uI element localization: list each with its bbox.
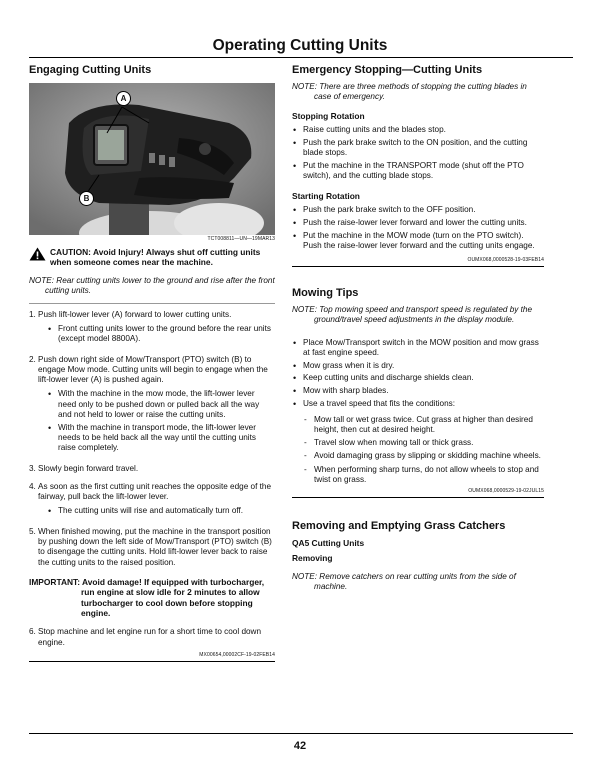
control-console-photo (29, 83, 275, 235)
list-item: • Keep cutting units and discharge shields clean. (292, 373, 544, 383)
callout-b: B (79, 191, 94, 206)
callout-a: A (116, 91, 131, 106)
header-rule (29, 57, 573, 58)
step-4-bullets (38, 506, 275, 516)
footer-rule (29, 733, 573, 734)
removing-heading: Removing (292, 553, 333, 564)
step-4: 4. As soon as the first cutting unit reaches the opposite edge of the fairway, pull back the lift-lower lever. • The cutting units will rise and automatically turn off. (29, 482, 275, 519)
emergency-ref-code: OUMX068,0000528-19-03FEB14 (467, 257, 544, 264)
warning-triangle-icon (29, 247, 46, 268)
caution-block (29, 247, 275, 268)
mowing-tips-heading: Mowing Tips (292, 287, 359, 300)
starting-rotation-heading: Starting Rotation (292, 191, 360, 202)
left-column (29, 64, 275, 662)
mowing-end-rule (292, 497, 544, 498)
left-end-rule (29, 661, 275, 662)
step-3: 3. Slowly begin forward travel. (29, 463, 139, 473)
step-5: 5. When finished mowing, put the machine in the transport position by pushing down the left side of Mow/Transport (PTO) switch (B) to disengage the cutting units. Hold lift-lower lever back to raise the cutting units to the raised position. (29, 526, 272, 567)
page-title: Operating Cutting Units (212, 37, 388, 54)
list-item: - Mow tall or wet grass twice. Cut grass at higher than desired height, then cut at desired height. (302, 415, 544, 435)
starting-rotation-list (292, 205, 544, 251)
page-number: 42 (293, 740, 307, 752)
mowing-ref-code: OUMX068,0000529-19-02JUL15 (468, 488, 544, 495)
list-item: • Push the park brake switch to the ON position, and the cutting blade stops. (292, 138, 544, 158)
step-1-text: Push lift-lower lever (A) forward to lower cutting units. (38, 309, 232, 319)
important-block: IMPORTANT: Avoid damage! If equipped with turbocharger, run engine at slow idle for 2 minutes to allow turbocharger to cool down before stopping engine. (29, 576, 265, 618)
mowing-tips-list (292, 338, 544, 409)
list-item: - Avoid damaging grass by slipping or skidding machine wheels. (302, 451, 544, 461)
list-item: - Travel slow when mowing tall or thick grass. (302, 438, 544, 448)
list-item: • With the machine in transport mode, the lift-lower lever needs to be held back all the way until the cutting units raise completely. (47, 423, 275, 454)
list-item: • Raise cutting units and the blades stop. (292, 125, 544, 135)
step-2: 2. Push down right side of Mow/Transport (PTO) switch (B) to engage Mow mode. Cutting units will begin to engage when the lift-lower lever (A) is pushed again. • With the machine in the mow mode, the lift-lower lever need only to be pushed down or pulled back all the way and not held to lower or raise the cutting units. • With the machine in transport mode, the lift-lower lever needs to be held back all the way until the cutting units raise completely. (29, 355, 275, 456)
grass-catchers-heading: Removing and Emptying Grass Catchers (292, 520, 506, 533)
step-3-text: Slowly begin forward travel. (38, 463, 139, 473)
list-item: • The cutting units will rise and automatically turn off. (47, 506, 275, 516)
step-6-text: Stop machine and let engine run for a short time to cool down engine. (38, 627, 262, 647)
stopping-rotation-list (292, 125, 544, 181)
emergency-note: NOTE: There are three methods of stopping the cutting blades in case of emergency. (292, 82, 527, 102)
figure-code: TCT008811—UN—19MAR13 (207, 236, 275, 242)
step-1-bullets (38, 324, 275, 344)
list-item: • Mow grass when it is dry. (292, 361, 544, 371)
step-2-text: Push down right side of Mow/Transport (PTO) switch (B) to engage Mow mode. Cutting units will begin to engage when the lift-lower lever (A) is pushed again. (38, 354, 268, 385)
list-item: • Put the machine in the TRANSPORT mode (shut off the PTO switch), and the cutting blade stops. (292, 161, 544, 181)
step-6: 6. Stop machine and let engine run for a short time to cool down engine. (29, 627, 262, 647)
engaging-heading: Engaging Cutting Units (29, 64, 152, 76)
qa5-heading: QA5 Cutting Units (292, 538, 365, 549)
right-column (292, 64, 544, 592)
step-5-text: When finished mowing, put the machine in the transport position by pushing down the left side of Mow/Transport (PTO) switch (B) to disengage the cutting units. Hold lift-lower lever back to raise the cutting units to the raised position. (38, 526, 272, 567)
mowing-note: NOTE: Top mowing speed and transport speed is regulated by the ground/travel speed adjustments in the display module. (292, 305, 533, 325)
step-1: 1. Push lift-lower lever (A) forward to lower cutting units. • Front cutting units lower to the ground before the rear units (except model 8800A). (29, 310, 275, 347)
step-4-text: As soon as the first cutting unit reaches the opposite edge of the fairway, pull back the lift-lower lever. (38, 481, 272, 502)
caution-text: CAUTION: Avoid Injury! Always shut off cutting units when someone comes near the machine. (50, 247, 261, 268)
rear-units-note: NOTE: Rear cutting units lower to the ground and rise after the front cutting units. (29, 275, 275, 296)
emergency-heading: Emergency Stopping—Cutting Units (292, 64, 483, 76)
list-item: • Mow with sharp blades. (292, 386, 544, 396)
emergency-end-rule (292, 266, 544, 267)
list-item: • Push the raise-lower lever forward and lower the cutting units. (292, 218, 544, 228)
list-item: • Use a travel speed that fits the conditions: (292, 399, 544, 409)
list-item: • Place Mow/Transport switch in the MOW position and mow grass at fast engine speed. (292, 338, 544, 358)
list-item: • Put the machine in the MOW mode (turn on the PTO switch). Push the raise-lower lever forward and the cutting units engage. (292, 231, 544, 251)
list-item: • With the machine in the mow mode, the lift-lower lever need only to be pushed down or pulled back all the way and not held to lower or raise the cutting units. (47, 389, 275, 420)
list-item: • Front cutting units lower to the ground before the rear units (except model 8800A). (47, 324, 275, 344)
list-item: • Push the park brake switch to the OFF position. (292, 205, 544, 215)
catchers-note: NOTE: Remove catchers on rear cutting units from the side of machine. (292, 572, 516, 592)
stopping-rotation-heading: Stopping Rotation (292, 111, 365, 122)
conditions-list (292, 415, 544, 485)
note-divider (29, 303, 275, 304)
list-item: - When performing sharp turns, do not allow wheels to stop and twist on grass. (302, 465, 544, 485)
console-illustration (29, 83, 275, 235)
step-2-bullets (38, 389, 275, 453)
left-ref-code: MX00654,00002CF-19-02FEB14 (199, 651, 275, 658)
